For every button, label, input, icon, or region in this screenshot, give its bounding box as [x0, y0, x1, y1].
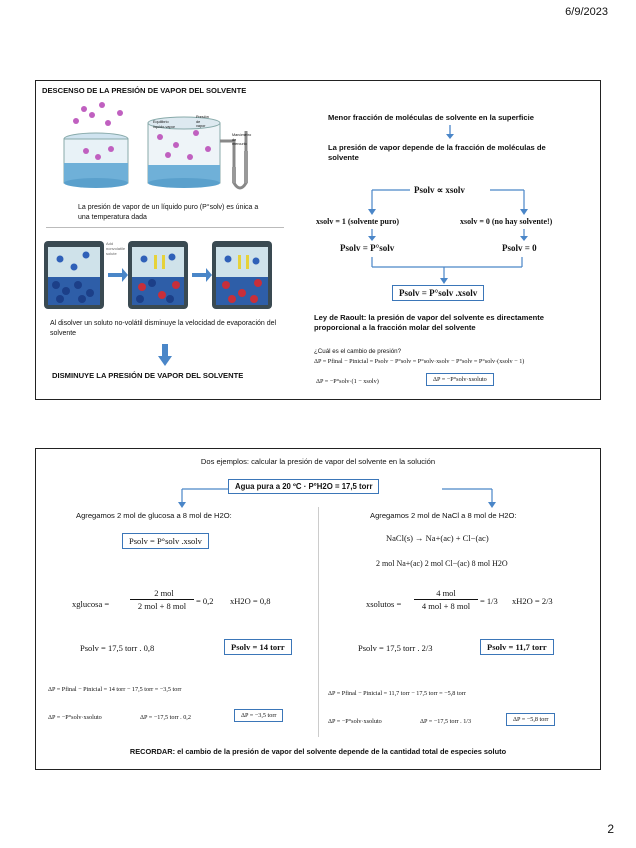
- label-add-solute: Add nonvolatile solute: [106, 241, 126, 256]
- delta-simplified: ΔP = −P°solv·(1 − xsolv): [316, 378, 379, 385]
- x-glucose-label: xglucosa =: [72, 599, 110, 609]
- result-right: Psolv = 11,7 torr: [480, 639, 554, 655]
- dissociation-eq: NaCl(s) → Na+(ac) + Cl−(ac): [386, 533, 489, 543]
- column-divider: [318, 507, 319, 737]
- label-manometer: Manómetro de mercurio: [232, 133, 252, 146]
- slide1-title: DESCENSO DE LA PRESIÓN DE VAPOR DEL SOLVENTE: [42, 86, 247, 95]
- case-no-solvent: xsolv = 0 (no hay solvente!): [460, 217, 553, 226]
- dp-left-1: ΔP = Pfinal − Pinicial = 14 torr − 17,5 torr = −3,5 torr: [48, 686, 182, 693]
- x-solutes-numerator: 4 mol: [436, 588, 456, 598]
- dp-left-3: ΔP = −17,5 torr . 0,2: [140, 714, 191, 721]
- moles-list: 2 mol Na+(ac) 2 mol Cl−(ac) 8 mol H2O: [376, 559, 508, 568]
- x-h2o-right: xH2O = 2/3: [512, 596, 553, 606]
- dp-right-3: ΔP = −17,5 torr . 1/3: [420, 718, 472, 725]
- date: 6/9/2023: [565, 6, 608, 18]
- x-glucose-denominator: 2 mol + 8 mol: [137, 601, 187, 611]
- x-h2o-left: xH2O = 0,8: [230, 596, 271, 606]
- dp-right-1: ΔP = Pfinal − Pinicial = 11,7 torr − 17,5 torr = −5,8 torr: [328, 690, 466, 697]
- glucose-head: Agregamos 2 mol de glucosa a 8 mol de H2O:: [76, 511, 232, 520]
- calc-right: Psolv = 17,5 torr . 2/3: [358, 643, 433, 653]
- calc-left: Psolv = 17,5 torr . 0,8: [80, 643, 155, 653]
- caption-nonvolatile-solute: Al disolver un soluto no-volátil disminuye la velocidad de evaporación del solvente: [50, 320, 277, 337]
- slide2-title: Dos ejemplos: calcular la presión de vapor del solvente en la solución: [200, 457, 436, 466]
- dp-right-2: ΔP = −P°solv·xsoluto: [328, 718, 382, 725]
- merge-lines: [362, 257, 532, 285]
- x-solutes-denominator: 4 mol + 8 mol: [421, 601, 471, 611]
- down-arrow-icon: [158, 344, 172, 366]
- down-arrow-icon: [446, 125, 454, 139]
- pressure-depends-text: La presión de vapor depende de la fracción de moléculas de solvente: [328, 143, 546, 162]
- fraction-bar: [130, 599, 194, 600]
- slide-vapor-pressure-lowering: [35, 80, 601, 400]
- given-box: Agua pura a 20 ºC · P°H2O = 17,5 torr: [228, 479, 379, 494]
- x-solutes-result: = 1/3: [480, 596, 498, 606]
- x-solutes-label: xsolutos =: [366, 599, 402, 609]
- dp-right-box: ΔP = −5,8 torr: [506, 713, 555, 726]
- label-vapor-pressure: Presión de vapor: [196, 115, 209, 128]
- fraction-surface-text: Menor fracción de moléculas de solvente en la superficie: [328, 113, 534, 122]
- result-left: Psolv = 14 torr: [224, 639, 292, 655]
- page-number: 2: [607, 822, 614, 836]
- down-arrow-icon: [520, 229, 528, 241]
- branch-lines: [332, 181, 572, 215]
- delta-expansion: ΔP = Pfinal − Pinicial = Psolv − P°solv = P°solv·xsolv − P°solv = P°solv·(xsolv − 1): [314, 358, 525, 365]
- raoult-law-text: Ley de Raoult: la presión de vapor del solvente es directamente proporcional a la fracción molar del solvente: [314, 313, 544, 332]
- result-pure: Psolv = P°solv: [340, 243, 395, 253]
- fraction-bar: [414, 599, 478, 600]
- solution-containers-illustration: [42, 237, 282, 313]
- remember-note: RECORDAR: el cambio de la presión de vapor del solvente depende de la cantidad total de especies soluto: [129, 747, 507, 756]
- branch-lines: [176, 485, 506, 509]
- beakers-illustration: [56, 101, 286, 201]
- slide-two-examples: [35, 448, 601, 770]
- down-arrow-icon: [368, 229, 376, 241]
- result-zero: Psolv = 0: [502, 243, 537, 253]
- raoult-formula-left: Psolv = P°solv .xsolv: [122, 533, 209, 549]
- dp-left-box: ΔP = −3,5 torr: [234, 709, 283, 722]
- divider: [46, 227, 284, 228]
- pressure-change-question: ¿Cuál es el cambio de presión?: [314, 348, 402, 355]
- x-glucose-numerator: 2 mol: [154, 588, 174, 598]
- dp-left-2: ΔP = −P°solv·xsoluto: [48, 714, 102, 721]
- x-glucose-result: = 0,2: [196, 596, 214, 606]
- label-equilibrium: Equilibrio líquido-vapor: [153, 120, 175, 129]
- caption-pure-liquid: La presión de vapor de un líquido puro (P°solv) es única a una temperatura dada: [78, 204, 259, 221]
- conclusion-text: DISMINUYE LA PRESIÓN DE VAPOR DEL SOLVENTE: [52, 371, 244, 380]
- delta-box: ΔP = −P°solv·xsoluto: [426, 373, 494, 386]
- proportionality: Psolv ∝ xsolv: [414, 185, 465, 195]
- nacl-head: Agregamos 2 mol de NaCl a 8 mol de H2O:: [370, 511, 517, 520]
- raoult-law-box: Psolv = P°solv .xsolv: [392, 285, 484, 301]
- case-pure-solvent: xsolv = 1 (solvente puro): [316, 217, 400, 226]
